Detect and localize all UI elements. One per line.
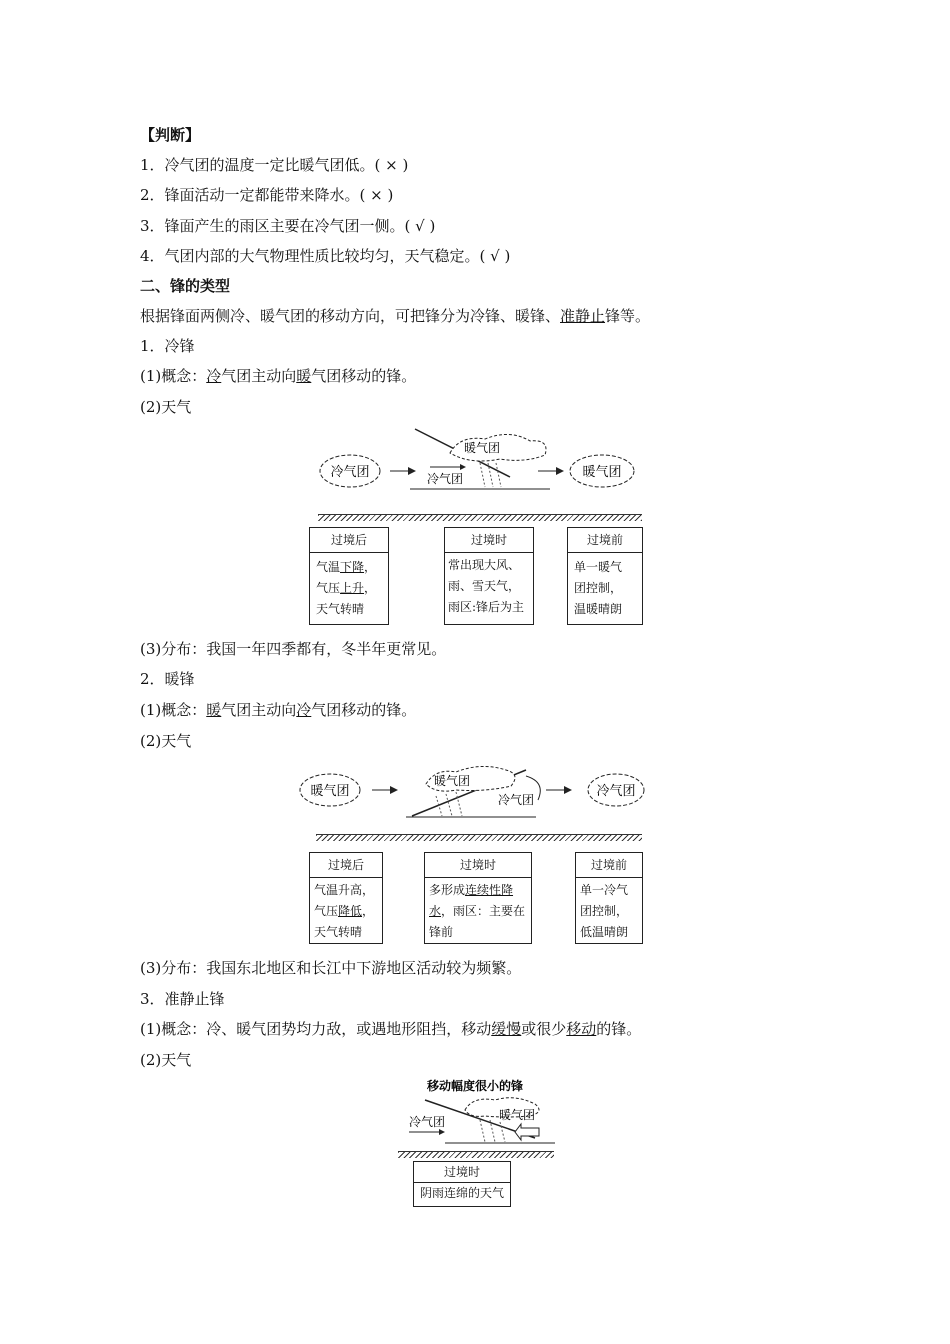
judge-title: 【判断】 [140, 126, 201, 144]
arrow-head-icon [408, 467, 416, 475]
judge-item-4: 4．气团内部的大气物理性质比较均匀，天气稳定。( √ ) [140, 247, 511, 265]
warm-warm-label: 暖气团 [433, 774, 471, 788]
warm-heading: 2．暖锋 [140, 670, 195, 688]
box-head: 过境时 [414, 1162, 510, 1183]
box-head: 过境时 [425, 853, 531, 878]
box-line: 阴雨连绵的天气 [419, 1186, 504, 1200]
stationary-front-diagram [395, 1076, 565, 1148]
arrow-head-icon [460, 464, 466, 470]
box-line: 低温晴朗 [580, 925, 629, 939]
arrow-head-icon [439, 1129, 445, 1135]
box-head: 过境后 [310, 528, 388, 553]
warm-box-during [424, 852, 532, 944]
cold-distribution: (3)分布：我国一年四季都有，冬半年更常见。 [140, 640, 447, 658]
stationary-cold-label: 冷气团 [408, 1115, 446, 1129]
box-line: 单一暖气 [574, 560, 623, 574]
cold-heading: 1．冷锋 [140, 337, 195, 355]
box-head: 过境前 [576, 853, 642, 878]
stationary-warm-label: 暖气团 [498, 1108, 536, 1122]
warm-front-diagram [296, 760, 646, 822]
box-line: 锋前 [429, 925, 454, 939]
arrow-head-icon [390, 786, 398, 794]
stationary-box [413, 1161, 511, 1207]
box-line: 气温升高， [314, 883, 375, 897]
warm-cloud-right-label: 冷气团 [596, 784, 636, 799]
cold-box-after [309, 527, 389, 625]
section2-title: 二、锋的类型 [140, 277, 231, 295]
cold-warm-label: 暖气团 [463, 441, 501, 455]
box-line: 团控制， [580, 904, 629, 918]
cold-concept: (1)概念：冷气团主动向暖气团移动的锋。 [140, 367, 417, 385]
cold-front-diagram [310, 425, 650, 500]
cold-cloud-right-label: 暖气团 [582, 465, 622, 480]
box-line: 单一冷气 [580, 883, 629, 897]
box-head: 过境前 [568, 528, 642, 553]
box-line: 天气转晴 [316, 602, 365, 616]
warm-box-before [575, 852, 643, 944]
box-line: 气压降低， [314, 904, 375, 918]
cold-weather-label: (2)天气 [140, 398, 192, 416]
warm-cloud-left-label: 暖气团 [310, 784, 350, 799]
stationary-weather-label: (2)天气 [140, 1051, 192, 1069]
arrow-head-icon [564, 786, 572, 794]
warm-weather-label: (2)天气 [140, 732, 192, 750]
section2-intro: 根据锋面两侧冷、暖气团的移动方向，可把锋分为冷锋、暖锋、准静止锋等。 [140, 307, 651, 325]
warm-box-after [309, 852, 383, 944]
box-line: 常出现大风、 [448, 558, 521, 572]
warm-cold-label: 冷气团 [497, 793, 535, 807]
cold-box-before [567, 527, 643, 625]
judge-item-3: 3．锋面产生的雨区主要在冷气团一侧。( √ ) [140, 217, 436, 235]
box-head: 过境后 [310, 853, 382, 878]
cold-cloud-left-label: 冷气团 [330, 465, 370, 480]
box-line: 气压上升， [316, 581, 377, 595]
warm-concept: (1)概念：暖气团主动向冷气团移动的锋。 [140, 701, 417, 719]
stationary-concept: (1)概念：冷、暖气团势均力敌，或遇地形阻挡，移动缓慢或很少移动的锋。 [140, 1020, 642, 1038]
arrow-head-icon [556, 467, 564, 475]
box-line: 团控制， [574, 581, 623, 595]
warm-distribution: (3)分布：我国东北地区和长江中下游地区活动较为频繁。 [140, 959, 522, 977]
box-line: 气温下降， [316, 560, 377, 574]
cold-box-during [444, 527, 534, 625]
arrow-icon [515, 1124, 539, 1140]
judge-item-1: 1．冷气团的温度一定比暖气团低。( × ) [140, 156, 409, 174]
cold-cold-label: 冷气团 [426, 472, 464, 486]
ground-hatch [398, 1151, 554, 1158]
ground-hatch [316, 834, 642, 841]
ground-hatch [318, 514, 642, 521]
box-line: 雨区:锋后为主 [448, 600, 525, 614]
box-line: 温暖晴朗 [574, 602, 623, 616]
box-head: 过境时 [445, 528, 533, 553]
stationary-caption: 移动幅度很小的锋 [426, 1079, 524, 1093]
judge-item-2: 2．锋面活动一定都能带来降水。( × ) [140, 186, 394, 204]
box-line: 雨、雪天气， [448, 579, 521, 593]
box-line: 水，雨区：主要在 [429, 904, 526, 918]
box-line: 天气转晴 [314, 925, 363, 939]
stationary-heading: 3．准静止锋 [140, 990, 225, 1008]
box-line: 多形成连续性降 [429, 883, 514, 897]
